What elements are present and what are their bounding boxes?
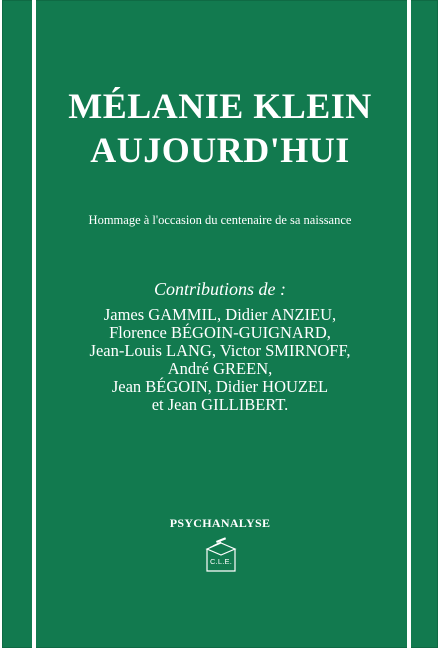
contributions-heading: Contributions de : bbox=[153, 279, 286, 299]
left-vertical-rule bbox=[32, 0, 36, 648]
contributors-list bbox=[38, 306, 402, 414]
contributor-line: Jean-Louis LANG, Victor SMIRNOFF, bbox=[89, 341, 351, 360]
book-cover bbox=[2, 0, 438, 648]
contributor-line: Jean BÉGOIN, Didier HOUZEL bbox=[111, 377, 329, 396]
contributor-line: James GAMMIL, Didier ANZIEU, bbox=[103, 305, 337, 324]
collection-name: PSYCHANALYSE bbox=[169, 516, 271, 530]
contributor-line: André GREEN, bbox=[167, 359, 273, 378]
contributor-line: et Jean GILLIBERT. bbox=[151, 395, 289, 414]
subtitle: Hommage à l'occasion du centenaire de sa naissance bbox=[88, 213, 352, 227]
publisher-logo bbox=[204, 537, 238, 575]
title-line-2: AUJOURD'HUI bbox=[90, 130, 350, 170]
title-line-1: MÉLANIE KLEIN bbox=[68, 86, 372, 126]
contributor-line: Florence BÉGOIN-GUIGNARD, bbox=[109, 323, 331, 342]
publisher-logo-text: C.L.E. bbox=[209, 557, 233, 566]
book-stack-icon bbox=[204, 537, 238, 575]
right-vertical-rule bbox=[407, 0, 411, 648]
